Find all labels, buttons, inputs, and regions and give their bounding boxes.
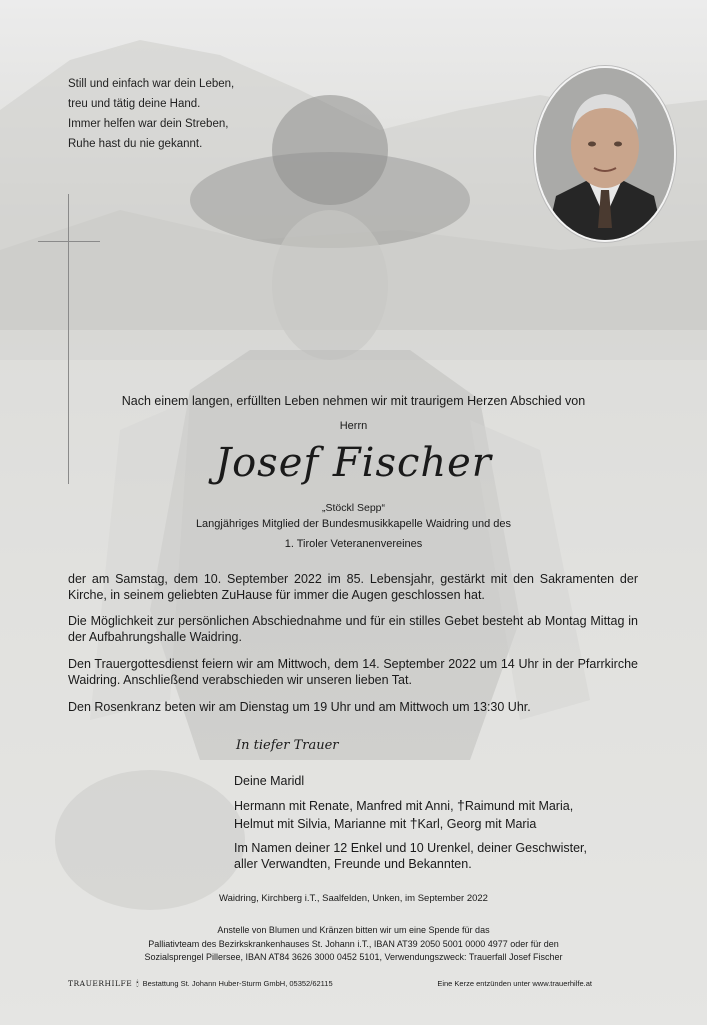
paragraph-death: der am Samstag, dem 10. September 2022 im 85. Lebensjahr, gestärkt mit den Sakramenten der Kirche, in seinem geliebten ZuHause für immer die Augen geschlossen hat. — [68, 572, 638, 602]
mourner-text: Hermann mit Renate, Manfred mit Anni, — [234, 799, 458, 813]
footer-company — [68, 979, 333, 989]
place-date: Waidring, Kirchberg i.T., Saalfelden, Unken, im September 2022 — [219, 893, 488, 904]
intro-text: Nach einem langen, erfüllten Leben nehmen wir mit traurigem Herzen Abschied von — [121, 394, 586, 408]
nickname: „Stöckl Sepp“ — [321, 502, 386, 514]
poem — [68, 74, 234, 154]
poem-line: Immer helfen war dein Streben, — [68, 118, 229, 130]
donation-line: Sozialsprengel Pillersee, IBAN AT84 3626 3000 0452 5101, Verwendungszweck: Trauerfall Josef Fischer — [144, 952, 563, 962]
mourner-line — [234, 815, 536, 833]
poem-line: Ruhe hast du nie gekannt. — [68, 138, 203, 150]
company-info: Bestattung St. Johann Huber-Sturm GmbH, 05352/62115 — [142, 979, 333, 988]
honorific: Herrn — [339, 420, 368, 432]
mourner-text: Raimund mit Maria, — [464, 799, 574, 813]
poem-line: Still und einfach war dein Leben, — [68, 78, 235, 90]
deceased-name: Josef Fischer — [215, 440, 492, 486]
dagger-icon: † — [409, 815, 418, 831]
mourner-line — [234, 797, 573, 815]
donation-line: Anstelle von Blumen und Kränzen bitten wir um eine Spende für das — [217, 925, 490, 935]
mourner-text: Helmut mit Silvia, Marianne mit — [234, 817, 410, 831]
membership-line: Langjähriges Mitglied der Bundesmusikkapelle Waidring und des — [195, 518, 512, 530]
dagger-icon: † — [457, 797, 465, 813]
cross-horizontal — [38, 241, 100, 242]
mourner-line: aller Verwandten, Freunde und Bekannten. — [234, 857, 472, 871]
membership-line: 1. Tiroler Veteranenvereines — [284, 538, 423, 550]
paragraph-farewell: Die Möglichkeit zur persönlichen Abschiednahme und für ein stilles Gebet besteht ab Montag Mittag in der Aufbahrungshalle Waidring. — [68, 614, 638, 644]
mourner-text: Karl, Georg mit Maria — [417, 817, 537, 831]
candle-link[interactable]: Eine Kerze entzünden unter www.trauerhilfe.at — [437, 979, 592, 988]
poem-line: treu und tätig deine Hand. — [68, 98, 201, 110]
mourning-heading: In tiefer Trauer — [236, 738, 339, 753]
paragraph-service: Den Trauergottesdienst feiern wir am Mittwoch, dem 14. September 2022 um 14 Uhr in der Pfarrkirche Waidring. Anschließend verabschieden wir unseren lieben Tat. — [68, 657, 638, 687]
donation-line: Palliativteam des Bezirkskrankenhauses St. Johann i.T., IBAN AT39 2050 5001 0000 4977 oder für den — [148, 939, 559, 949]
brand-logo: TRAUERHILFE — [68, 979, 133, 988]
mourner-line: Im Namen deiner 12 Enkel und 10 Urenkel, deiner Geschwister, — [234, 841, 587, 855]
portrait-photo — [534, 66, 676, 242]
paragraph-rosary: Den Rosenkranz beten wir am Dienstag um 19 Uhr und am Mittwoch um 13:30 Uhr. — [68, 700, 531, 714]
mourner-line: Deine Maridl — [234, 774, 305, 788]
candle-icon: 🕯 — [136, 979, 139, 988]
